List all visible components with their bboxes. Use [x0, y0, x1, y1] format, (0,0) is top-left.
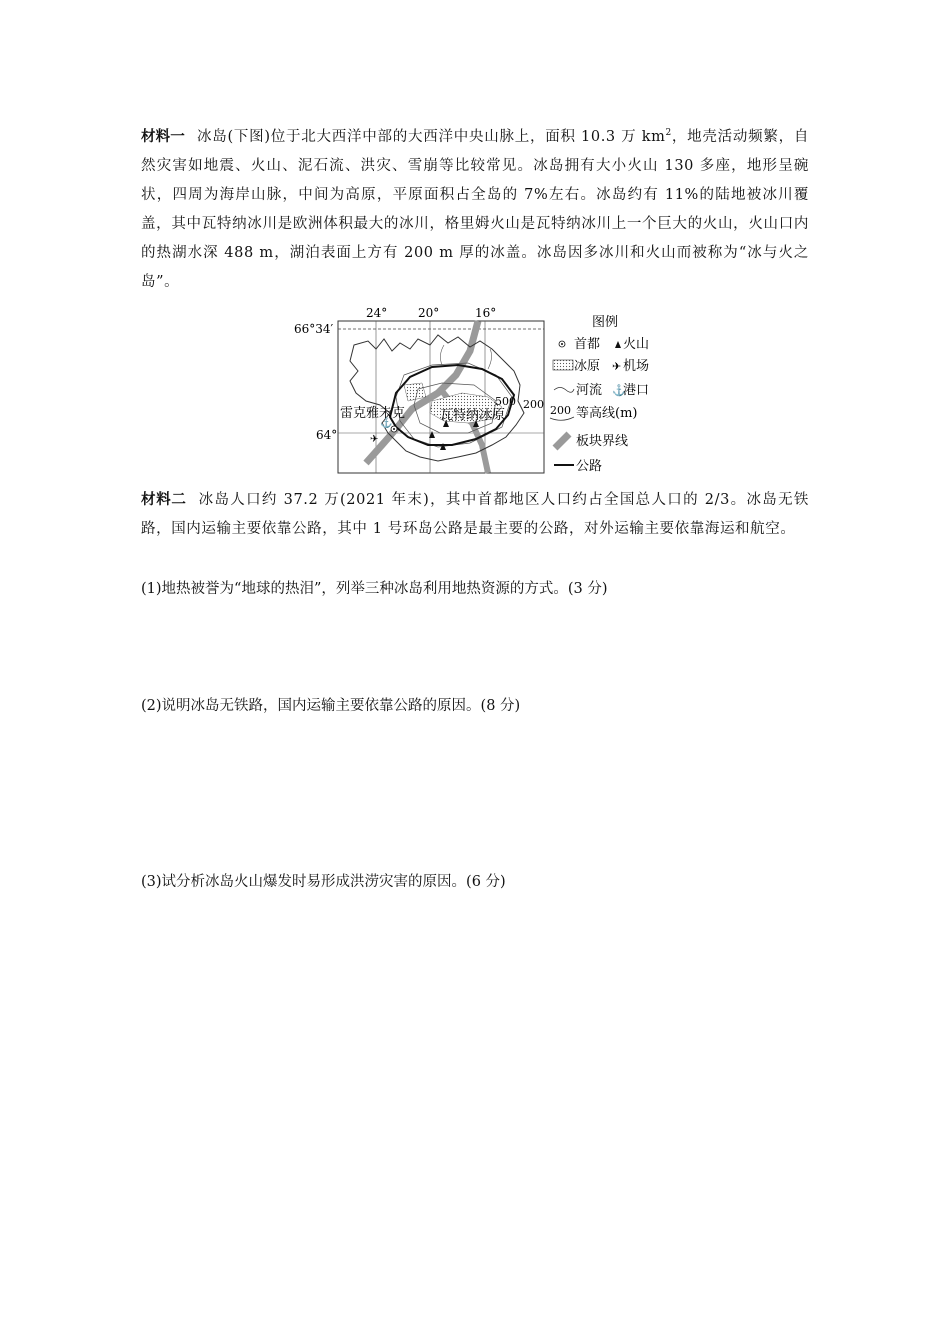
lat-label-arctic: 66°34′ — [294, 322, 334, 336]
map-legend — [550, 315, 649, 474]
legend-river-label: 河流 — [576, 383, 603, 398]
legend-contour-value: 200 — [550, 404, 571, 417]
legend-port-label: 港口 — [623, 383, 650, 398]
material-one-paragraph — [141, 119, 809, 297]
legend-port-icon: ⚓ — [612, 384, 626, 397]
legend-plate-label: 板块界线 — [576, 434, 629, 449]
contour-label-500: 500 — [495, 395, 516, 408]
legend-airport-icon: ✈ — [612, 360, 622, 373]
question-1: (1)地热被誉为“地球的热泪”，列举三种冰岛利用地热资源的方式。(3 分) — [141, 581, 608, 597]
legend-ice-icon — [553, 360, 573, 370]
legend-capital-label: 首都 — [574, 337, 601, 352]
place-label-reykjavik: 雷克雅未克 — [340, 406, 406, 421]
place-label-vatnajokull: 瓦特纳冰原 — [440, 408, 506, 423]
lon-label-20: 20° — [418, 306, 440, 320]
legend-river-icon — [554, 388, 574, 393]
contour-label-200: 200 — [523, 398, 544, 411]
area-unit-superscript: 2 — [665, 128, 672, 138]
material-one-label: 材料一 — [141, 128, 185, 145]
legend-volcano-icon — [615, 341, 621, 348]
question-2: (2)说明冰岛无铁路，国内运输主要依靠公路的原因。(8 分) — [141, 698, 521, 714]
lon-label-16: 16° — [475, 306, 497, 320]
material-one-text-a: 冰岛(下图)位于北大西洋中部的大西洋中央山脉上，面积 10.3 万 km — [196, 128, 666, 145]
legend-ice-label: 冰原 — [574, 359, 601, 374]
material-two-label: 材料二 — [141, 492, 187, 508]
airport-icon: ✈ — [370, 434, 379, 445]
lat-label-64: 64° — [316, 428, 338, 442]
lon-label-24: 24° — [366, 306, 388, 320]
legend-capital-icon-dot — [561, 343, 563, 345]
question-3: (3)试分析冰岛火山爆发时易形成洪涝灾害的原因。(6 分) — [141, 874, 506, 890]
iceland-map-figure — [292, 305, 662, 479]
legend-airport-label: 机场 — [623, 359, 650, 374]
capital-marker-dot — [393, 428, 395, 430]
material-two-text: 冰岛人口约 37.2 万(2021 年末)，其中首都地区人口约占全国总人口的 2/3。冰岛无铁路，国内运输主要依靠公路，其中 1 号环岛公路是最主要的公路，对外运输主要依靠海运和航空。 — [141, 492, 809, 537]
legend-plate-icon — [555, 434, 569, 448]
legend-volcano-label: 火山 — [623, 337, 650, 352]
legend-road-label: 公路 — [576, 459, 603, 474]
legend-contour-icon — [550, 417, 574, 420]
legend-contour-label: 等高线(m) — [576, 406, 638, 421]
material-one-text-b: ，地壳活动频繁，自然灾害如地震、火山、泥石流、洪灾、雪崩等比较常见。冰岛拥有大小火山 130 多座，地形呈碗状，四周为海岸山脉，中间为高原，平原面积占全岛的 7%左右。冰岛约有 11%的陆地被冰川覆盖，其中瓦特纳冰川是欧洲体积最大的冰川，格里姆火山是瓦特纳冰川上一个巨大的火山，火山口内的热湖水深 488 m，湖泊表面上方有 200 m 厚的冰盖。冰岛因多冰川和火山而被称为“冰与火之岛”。 — [141, 128, 810, 290]
port-icon: ⚓ — [380, 418, 393, 429]
legend-title: 图例 — [592, 315, 619, 330]
material-two-paragraph — [141, 486, 809, 544]
